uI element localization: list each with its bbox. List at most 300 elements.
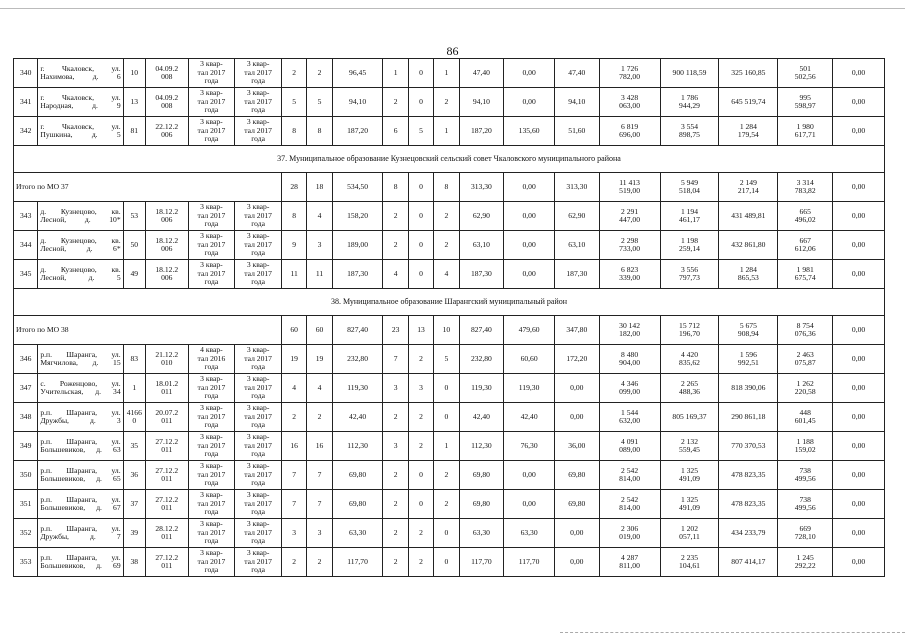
cell-c1: 8 [281, 202, 306, 231]
cell-year: 4166 0 [123, 403, 145, 432]
cell-c1: 16 [281, 432, 306, 461]
cell-q2: 3 квар- тал 2017 года [235, 403, 282, 432]
cell-m3: 1 284 179,54 [719, 117, 778, 146]
cell-date: 18.01.2 011 [145, 374, 188, 403]
cell-c4: 1 [383, 59, 408, 88]
total-cell-m4: 8 754 076,36 [778, 316, 833, 345]
cell-date: 27.12.2 011 [145, 461, 188, 490]
cell-c6: 5 [434, 345, 459, 374]
cell-area: 96,45 [332, 59, 383, 88]
cell-m4: 501 502,56 [778, 59, 833, 88]
cell-c4: 4 [383, 260, 408, 289]
cell-c2: 7 [307, 490, 332, 519]
cell-c4: 2 [383, 403, 408, 432]
cell-date: 18.12.2 006 [145, 260, 188, 289]
cell-area: 69,80 [332, 461, 383, 490]
cell-area: 112,30 [332, 432, 383, 461]
cell-year: 1 [123, 374, 145, 403]
cell-c2: 16 [307, 432, 332, 461]
cell-date: 28.12.2 011 [145, 519, 188, 548]
total-cell-c1: 28 [281, 173, 306, 202]
total-label: Итого по МО 37 [14, 173, 282, 202]
cell-date: 18.12.2 006 [145, 202, 188, 231]
cell-addr: р.п. Шаранга, ул. Мягчилова, д. 15 [38, 345, 123, 374]
cell-z: 0,00 [833, 231, 885, 260]
cell-c4: 3 [383, 432, 408, 461]
total-row-mo38 [14, 316, 885, 345]
cell-c6: 1 [434, 117, 459, 146]
cell-q2: 3 квар- тал 2017 года [235, 548, 282, 577]
cell-m3: 434 233,79 [719, 519, 778, 548]
cell-m3: 818 390,06 [719, 374, 778, 403]
cell-m3: 478 823,35 [719, 490, 778, 519]
cell-c4: 2 [383, 490, 408, 519]
cell-id: 343 [14, 202, 38, 231]
cell-m1: 6 819 696,00 [599, 117, 660, 146]
cell-c1: 2 [281, 403, 306, 432]
cell-q2: 3 квар- тал 2017 года [235, 202, 282, 231]
cell-id: 348 [14, 403, 38, 432]
cell-q2: 3 квар- тал 2017 года [235, 490, 282, 519]
table-row [14, 88, 885, 117]
cell-m1: 4 091 089,00 [599, 432, 660, 461]
cell-c1: 19 [281, 345, 306, 374]
cell-a3: 172,20 [554, 345, 599, 374]
cell-addr: р.п. Шаранга, ул. Дружбы, д. 7 [38, 519, 123, 548]
cell-id: 350 [14, 461, 38, 490]
cell-id: 353 [14, 548, 38, 577]
cell-m1: 4 346 099,00 [599, 374, 660, 403]
total-cell-c2: 60 [307, 316, 332, 345]
cell-c4: 2 [383, 461, 408, 490]
cell-a2: 60,60 [504, 345, 555, 374]
cell-a1: 119,30 [459, 374, 504, 403]
cell-id: 341 [14, 88, 38, 117]
total-cell-m2: 15 712 196,70 [660, 316, 719, 345]
cell-c2: 11 [307, 260, 332, 289]
total-cell-a3: 313,30 [554, 173, 599, 202]
cell-c6: 0 [434, 403, 459, 432]
cell-date: 21.12.2 010 [145, 345, 188, 374]
cell-m4: 1 980 617,71 [778, 117, 833, 146]
total-cell-a1: 313,30 [459, 173, 504, 202]
cell-m1: 8 480 904,00 [599, 345, 660, 374]
cell-a3: 51,60 [554, 117, 599, 146]
cell-c1: 2 [281, 548, 306, 577]
cell-z: 0,00 [833, 519, 885, 548]
cell-year: 39 [123, 519, 145, 548]
cell-a2: 0,00 [504, 260, 555, 289]
cell-m2: 1 198 259,14 [660, 231, 719, 260]
cell-z: 0,00 [833, 374, 885, 403]
cell-m1: 3 428 063,00 [599, 88, 660, 117]
cell-c2: 2 [307, 59, 332, 88]
cell-q1: 3 квар- тал 2017 года [188, 490, 235, 519]
cell-area: 119,30 [332, 374, 383, 403]
table-row [14, 231, 885, 260]
cell-a3: 94,10 [554, 88, 599, 117]
cell-m4: 1 245 292,22 [778, 548, 833, 577]
cell-m1: 1 726 782,00 [599, 59, 660, 88]
cell-a2: 135,60 [504, 117, 555, 146]
cell-area: 187,20 [332, 117, 383, 146]
cell-a2: 0,00 [504, 88, 555, 117]
total-cell-c5: 13 [408, 316, 433, 345]
total-cell-m3: 5 675 908,94 [719, 316, 778, 345]
cell-c1: 7 [281, 490, 306, 519]
cell-m2: 1 202 057,11 [660, 519, 719, 548]
table-row [14, 432, 885, 461]
cell-addr: д. Кузнецово, кв. Лесной, д. 5 [38, 260, 123, 289]
total-cell-c6: 10 [434, 316, 459, 345]
cell-year: 36 [123, 461, 145, 490]
cell-c4: 2 [383, 202, 408, 231]
cell-a1: 232,80 [459, 345, 504, 374]
total-cell-m3: 2 149 217,14 [719, 173, 778, 202]
cell-a1: 187,20 [459, 117, 504, 146]
cell-a3: 62,90 [554, 202, 599, 231]
cell-m1: 2 291 447,00 [599, 202, 660, 231]
cell-area: 63,30 [332, 519, 383, 548]
cell-z: 0,00 [833, 345, 885, 374]
cell-m4: 665 496,02 [778, 202, 833, 231]
scan-edge-top [0, 8, 905, 9]
cell-q1: 3 квар- тал 2017 года [188, 548, 235, 577]
cell-area: 189,00 [332, 231, 383, 260]
cell-c1: 5 [281, 88, 306, 117]
cell-m4: 2 463 075,87 [778, 345, 833, 374]
cell-c6: 0 [434, 519, 459, 548]
cell-m4: 1 981 675,74 [778, 260, 833, 289]
cell-c2: 4 [307, 374, 332, 403]
cell-a3: 187,30 [554, 260, 599, 289]
cell-a1: 69,80 [459, 461, 504, 490]
cell-c6: 4 [434, 260, 459, 289]
cell-year: 10 [123, 59, 145, 88]
cell-c4: 2 [383, 88, 408, 117]
cell-c6: 1 [434, 432, 459, 461]
cell-q2: 3 квар- тал 2017 года [235, 519, 282, 548]
cell-c2: 5 [307, 88, 332, 117]
cell-q2: 3 квар- тал 2017 года [235, 117, 282, 146]
cell-date: 04.09.2 008 [145, 59, 188, 88]
cell-year: 49 [123, 260, 145, 289]
cell-c5: 0 [408, 202, 433, 231]
cell-addr: д. Кузнецово, кв. Лесной, д. 10* [38, 202, 123, 231]
cell-m4: 667 612,06 [778, 231, 833, 260]
cell-addr: р.п. Шаранга, ул. Большевиков, д. 67 [38, 490, 123, 519]
cell-m1: 6 823 339,00 [599, 260, 660, 289]
cell-area: 94,10 [332, 88, 383, 117]
cell-m3: 1 284 865,53 [719, 260, 778, 289]
cell-m1: 4 287 811,00 [599, 548, 660, 577]
cell-year: 38 [123, 548, 145, 577]
table-row [14, 117, 885, 146]
table-row [14, 461, 885, 490]
cell-m2: 1 325 491,09 [660, 490, 719, 519]
cell-addr: г. Чкаловск, ул. Нахимова, д. 6 [38, 59, 123, 88]
cell-q2: 3 квар- тал 2017 года [235, 432, 282, 461]
cell-c2: 3 [307, 231, 332, 260]
cell-id: 346 [14, 345, 38, 374]
cell-m4: 448 601,45 [778, 403, 833, 432]
cell-z: 0,00 [833, 260, 885, 289]
cell-id: 347 [14, 374, 38, 403]
cell-year: 35 [123, 432, 145, 461]
cell-m4: 1 262 220,58 [778, 374, 833, 403]
cell-z: 0,00 [833, 461, 885, 490]
cell-q2: 3 квар- тал 2017 года [235, 374, 282, 403]
cell-c5: 2 [408, 519, 433, 548]
total-cell-a2: 479,60 [504, 316, 555, 345]
cell-c1: 9 [281, 231, 306, 260]
cell-addr: р.п. Шаранга, ул. Большевиков, д. 65 [38, 461, 123, 490]
cell-a1: 117,70 [459, 548, 504, 577]
cell-id: 345 [14, 260, 38, 289]
cell-c5: 0 [408, 88, 433, 117]
cell-q1: 3 квар- тал 2017 года [188, 461, 235, 490]
cell-addr: с. Роженцово, ул. Учительская, д. 34 [38, 374, 123, 403]
cell-c4: 6 [383, 117, 408, 146]
cell-m4: 1 188 159,02 [778, 432, 833, 461]
cell-q1: 3 квар- тал 2017 года [188, 519, 235, 548]
cell-c2: 2 [307, 548, 332, 577]
cell-addr: р.п. Шаранга, ул. Большевиков, д. 69 [38, 548, 123, 577]
cell-c6: 2 [434, 202, 459, 231]
cell-date: 27.12.2 011 [145, 432, 188, 461]
cell-m2: 2 235 104,61 [660, 548, 719, 577]
page-number: 86 [446, 44, 459, 58]
table-row [14, 519, 885, 548]
cell-c4: 2 [383, 519, 408, 548]
cell-c5: 2 [408, 432, 433, 461]
cell-c2: 2 [307, 403, 332, 432]
cell-a3: 47,40 [554, 59, 599, 88]
cell-q2: 3 квар- тал 2017 года [235, 88, 282, 117]
cell-c5: 2 [408, 345, 433, 374]
cell-m2: 3 556 797,73 [660, 260, 719, 289]
table-row [14, 260, 885, 289]
cell-c5: 2 [408, 548, 433, 577]
resettlement-table [13, 58, 885, 577]
cell-year: 83 [123, 345, 145, 374]
cell-m1: 2 306 019,00 [599, 519, 660, 548]
cell-id: 352 [14, 519, 38, 548]
cell-a1: 112,30 [459, 432, 504, 461]
cell-c4: 2 [383, 548, 408, 577]
cell-q1: 3 квар- тал 2017 года [188, 260, 235, 289]
cell-year: 13 [123, 88, 145, 117]
cell-q2: 3 квар- тал 2017 года [235, 231, 282, 260]
cell-id: 340 [14, 59, 38, 88]
table-body [14, 59, 885, 577]
cell-id: 351 [14, 490, 38, 519]
cell-c6: 2 [434, 461, 459, 490]
cell-m2: 900 118,59 [660, 59, 719, 88]
cell-a1: 187,30 [459, 260, 504, 289]
cell-date: 04.09.2 008 [145, 88, 188, 117]
cell-m2: 2 265 488,36 [660, 374, 719, 403]
cell-year: 53 [123, 202, 145, 231]
cell-a3: 0,00 [554, 403, 599, 432]
total-cell-m1: 30 142 182,00 [599, 316, 660, 345]
cell-c2: 19 [307, 345, 332, 374]
cell-a2: 0,00 [504, 59, 555, 88]
cell-a1: 63,30 [459, 519, 504, 548]
cell-c1: 2 [281, 59, 306, 88]
cell-m2: 3 554 898,75 [660, 117, 719, 146]
cell-m3: 431 489,81 [719, 202, 778, 231]
total-cell-a1: 827,40 [459, 316, 504, 345]
cell-z: 0,00 [833, 59, 885, 88]
cell-m3: 807 414,17 [719, 548, 778, 577]
cell-m2: 2 132 559,45 [660, 432, 719, 461]
cell-c5: 0 [408, 59, 433, 88]
cell-c1: 8 [281, 117, 306, 146]
cell-a3: 69,80 [554, 461, 599, 490]
cell-z: 0,00 [833, 490, 885, 519]
cell-addr: г. Чкаловск, ул. Пушкина, д. 5 [38, 117, 123, 146]
cell-m4: 995 598,97 [778, 88, 833, 117]
cell-q1: 3 квар- тал 2017 года [188, 231, 235, 260]
cell-c5: 5 [408, 117, 433, 146]
cell-a3: 63,10 [554, 231, 599, 260]
cell-a2: 0,00 [504, 231, 555, 260]
cell-area: 42,40 [332, 403, 383, 432]
cell-year: 81 [123, 117, 145, 146]
cell-m2: 4 420 835,62 [660, 345, 719, 374]
cell-q1: 3 квар- тал 2017 года [188, 117, 235, 146]
cell-c6: 0 [434, 548, 459, 577]
cell-z: 0,00 [833, 403, 885, 432]
total-cell-c6: 8 [434, 173, 459, 202]
cell-q2: 3 квар- тал 2017 года [235, 345, 282, 374]
total-cell-c2: 18 [307, 173, 332, 202]
cell-c4: 3 [383, 374, 408, 403]
cell-c5: 0 [408, 260, 433, 289]
cell-id: 349 [14, 432, 38, 461]
cell-c1: 11 [281, 260, 306, 289]
cell-addr: р.п. Шаранга, ул. Дружбы, д. 3 [38, 403, 123, 432]
total-cell-c4: 8 [383, 173, 408, 202]
total-label: Итого по МО 38 [14, 316, 282, 345]
cell-year: 37 [123, 490, 145, 519]
cell-c2: 3 [307, 519, 332, 548]
table-row [14, 548, 885, 577]
cell-z: 0,00 [833, 548, 885, 577]
total-cell-area: 827,40 [332, 316, 383, 345]
table-row [14, 490, 885, 519]
cell-m4: 738 499,56 [778, 490, 833, 519]
cell-a1: 42,40 [459, 403, 504, 432]
cell-q2: 3 квар- тал 2017 года [235, 260, 282, 289]
table-row [14, 403, 885, 432]
cell-a2: 117,70 [504, 548, 555, 577]
cell-a2: 0,00 [504, 490, 555, 519]
section-title-38: 38. Муниципальное образование Шарангский муниципальный район [14, 289, 885, 316]
cell-q1: 3 квар- тал 2017 года [188, 403, 235, 432]
cell-a2: 76,30 [504, 432, 555, 461]
cell-m2: 1 786 944,29 [660, 88, 719, 117]
cell-c5: 0 [408, 461, 433, 490]
total-cell-a2: 0,00 [504, 173, 555, 202]
cell-m3: 325 160,85 [719, 59, 778, 88]
total-cell-c5: 0 [408, 173, 433, 202]
cell-a2: 63,30 [504, 519, 555, 548]
cell-c1: 7 [281, 461, 306, 490]
cell-c1: 4 [281, 374, 306, 403]
cell-addr: г. Чкаловск, ул. Народная, д. 9 [38, 88, 123, 117]
section-row [14, 146, 885, 173]
cell-z: 0,00 [833, 117, 885, 146]
cell-id: 342 [14, 117, 38, 146]
section-row [14, 289, 885, 316]
cell-c2: 8 [307, 117, 332, 146]
cell-c5: 0 [408, 490, 433, 519]
cell-id: 344 [14, 231, 38, 260]
cell-c5: 0 [408, 231, 433, 260]
cell-a2: 42,40 [504, 403, 555, 432]
cell-c1: 3 [281, 519, 306, 548]
cell-date: 27.12.2 011 [145, 490, 188, 519]
cell-q1: 4 квар- тал 2016 года [188, 345, 235, 374]
total-cell-area: 534,50 [332, 173, 383, 202]
cell-a1: 94,10 [459, 88, 504, 117]
total-row-mo37 [14, 173, 885, 202]
cell-z: 0,00 [833, 202, 885, 231]
cell-addr: д. Кузнецово, кв. Лесной, д. 6* [38, 231, 123, 260]
cell-date: 20.07.2 011 [145, 403, 188, 432]
cell-z: 0,00 [833, 88, 885, 117]
cell-a3: 0,00 [554, 548, 599, 577]
cell-q1: 3 квар- тал 2017 года [188, 374, 235, 403]
cell-c4: 2 [383, 231, 408, 260]
total-cell-c1: 60 [281, 316, 306, 345]
cell-c5: 3 [408, 374, 433, 403]
cell-a1: 62,90 [459, 202, 504, 231]
cell-a1: 47,40 [459, 59, 504, 88]
cell-c2: 7 [307, 461, 332, 490]
cell-a1: 69,80 [459, 490, 504, 519]
cell-date: 27.12.2 011 [145, 548, 188, 577]
section-title-37: 37. Муниципальное образование Кузнецовский сельский совет Чкаловского муниципального района [14, 146, 885, 173]
cell-a2: 0,00 [504, 202, 555, 231]
cell-m3: 478 823,35 [719, 461, 778, 490]
cell-m2: 1 194 461,17 [660, 202, 719, 231]
cell-q1: 3 квар- тал 2017 года [188, 432, 235, 461]
cell-m2: 1 325 491,09 [660, 461, 719, 490]
cell-m1: 2 542 814,00 [599, 490, 660, 519]
cell-area: 158,20 [332, 202, 383, 231]
cell-c6: 0 [434, 374, 459, 403]
cell-m3: 432 861,80 [719, 231, 778, 260]
table-row [14, 374, 885, 403]
cell-a1: 63,10 [459, 231, 504, 260]
cell-c6: 2 [434, 490, 459, 519]
cell-a3: 0,00 [554, 374, 599, 403]
cell-a2: 119,30 [504, 374, 555, 403]
total-cell-m4: 3 314 783,82 [778, 173, 833, 202]
cell-c6: 1 [434, 59, 459, 88]
cell-c5: 2 [408, 403, 433, 432]
cell-c4: 7 [383, 345, 408, 374]
cell-area: 69,80 [332, 490, 383, 519]
cell-c2: 4 [307, 202, 332, 231]
cell-m3: 1 596 992,51 [719, 345, 778, 374]
table-row [14, 59, 885, 88]
cell-q1: 3 квар- тал 2017 года [188, 202, 235, 231]
scan-edge-bottom [560, 632, 905, 633]
